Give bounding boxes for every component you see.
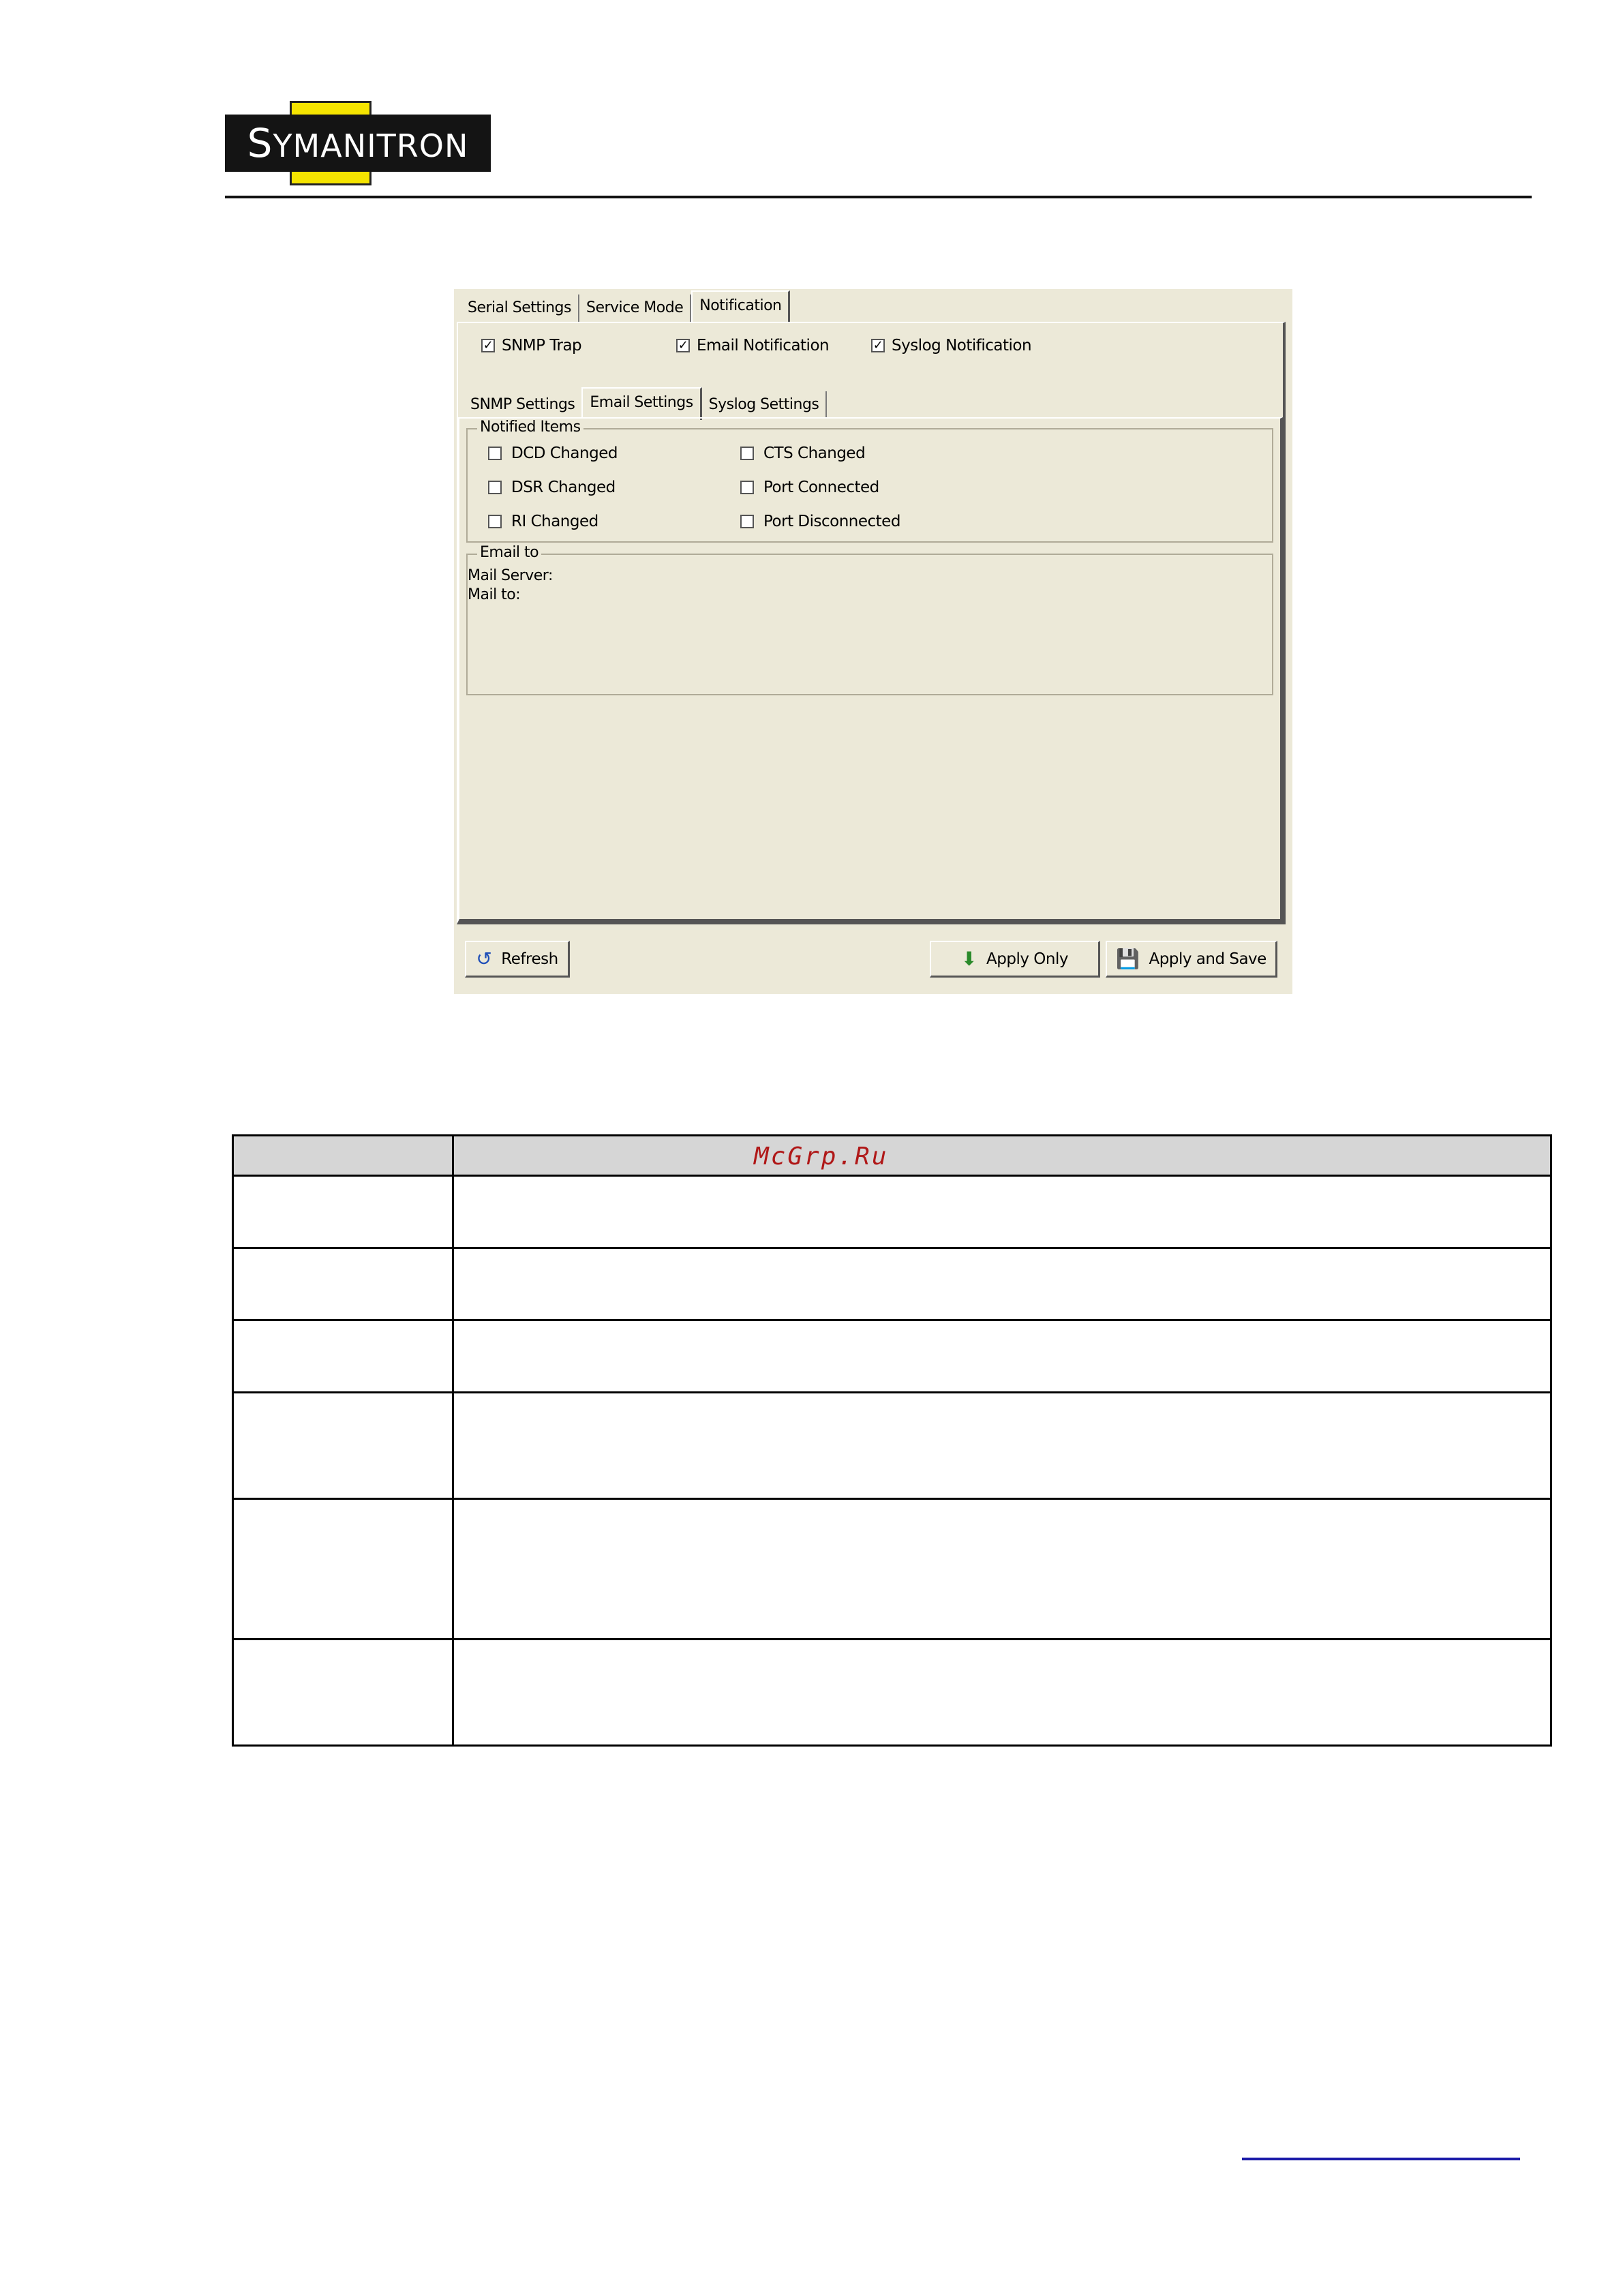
refresh-button[interactable] bbox=[465, 941, 570, 978]
refresh-label: Refresh bbox=[501, 950, 558, 968]
dcd-changed-checkbox[interactable] bbox=[488, 444, 618, 462]
apply-and-save-button[interactable] bbox=[1106, 941, 1277, 978]
notification-type-checks bbox=[481, 337, 1265, 361]
table-cell bbox=[453, 1248, 1551, 1320]
checkbox-unchecked-icon bbox=[740, 447, 754, 460]
table-row bbox=[233, 1499, 1551, 1640]
table-cell bbox=[453, 1320, 1551, 1393]
email-to-legend: Email to bbox=[477, 544, 541, 561]
logo-text: SYMANITRON bbox=[247, 120, 469, 166]
checkbox-checked-icon: ✓ bbox=[871, 339, 885, 352]
apply-and-save-icon: 💾 bbox=[1116, 948, 1140, 970]
table-cell bbox=[233, 1393, 453, 1499]
dsr-changed-label: DSR Changed bbox=[511, 479, 616, 496]
main-tab-row bbox=[461, 289, 790, 322]
ri-changed-checkbox[interactable] bbox=[488, 513, 598, 530]
table-header-cell bbox=[233, 1136, 453, 1176]
tab-snmp-settings[interactable]: SNMP Settings bbox=[470, 396, 575, 413]
dcd-changed-label: DCD Changed bbox=[511, 444, 618, 462]
cts-changed-label: CTS Changed bbox=[763, 444, 866, 462]
snmp-trap-checkbox[interactable] bbox=[481, 337, 581, 354]
table-cell bbox=[453, 1499, 1551, 1640]
mail-to-label: Mail to: bbox=[468, 586, 521, 603]
table-row bbox=[233, 1640, 1551, 1746]
table-cell bbox=[233, 1176, 453, 1248]
footer-link-underline[interactable] bbox=[1242, 2158, 1520, 2160]
email-notification-checkbox[interactable] bbox=[676, 337, 829, 354]
port-connected-checkbox[interactable] bbox=[740, 479, 879, 496]
table-cell bbox=[233, 1248, 453, 1320]
table-row bbox=[233, 1393, 1551, 1499]
table-cell bbox=[453, 1393, 1551, 1499]
email-to-group bbox=[466, 544, 1273, 695]
mail-server-label: Mail Server: bbox=[468, 567, 553, 584]
port-disconnected-label: Port Disconnected bbox=[763, 513, 900, 530]
cts-changed-checkbox[interactable] bbox=[740, 444, 865, 462]
table-cell bbox=[233, 1499, 453, 1640]
syslog-notification-checkbox[interactable] bbox=[871, 337, 1031, 354]
apply-only-icon: ⬇ bbox=[961, 948, 977, 970]
tab-service-mode[interactable]: Service Mode bbox=[579, 294, 691, 322]
tab-serial-settings[interactable]: Serial Settings bbox=[461, 294, 579, 322]
tab-notification[interactable]: Notification bbox=[691, 290, 790, 323]
checkbox-checked-icon: ✓ bbox=[676, 339, 690, 352]
checkbox-unchecked-icon bbox=[740, 515, 754, 528]
syslog-notification-label: Syslog Notification bbox=[892, 337, 1032, 354]
port-disconnected-checkbox[interactable] bbox=[740, 513, 900, 530]
notified-items-legend: Notified Items bbox=[477, 419, 583, 436]
apply-only-label: Apply Only bbox=[986, 950, 1068, 968]
description-table bbox=[232, 1134, 1552, 1747]
checkbox-unchecked-icon bbox=[488, 515, 502, 528]
symanitron-logo bbox=[225, 101, 491, 185]
notified-items-group bbox=[466, 419, 1273, 543]
snmp-trap-label: SNMP Trap bbox=[502, 337, 582, 354]
checkbox-unchecked-icon bbox=[488, 481, 502, 494]
tab-email-settings[interactable]: Email Settings bbox=[581, 387, 701, 420]
table-cell bbox=[233, 1640, 453, 1746]
email-notification-label: Email Notification bbox=[697, 337, 830, 354]
checkbox-unchecked-icon bbox=[488, 447, 502, 460]
ri-changed-label: RI Changed bbox=[511, 513, 598, 530]
apply-and-save-label: Apply and Save bbox=[1149, 950, 1266, 968]
email-settings-panel bbox=[458, 417, 1283, 922]
table-header-row bbox=[233, 1136, 1551, 1176]
table-row bbox=[233, 1176, 1551, 1248]
table-cell bbox=[233, 1320, 453, 1393]
dsr-changed-checkbox[interactable] bbox=[488, 479, 616, 496]
header-rule bbox=[225, 196, 1532, 198]
watermark-text: McGrp.Ru bbox=[453, 1136, 1551, 1176]
apply-only-button[interactable] bbox=[930, 941, 1100, 978]
tab-syslog-settings[interactable]: Syslog Settings bbox=[702, 391, 828, 419]
notification-dialog bbox=[454, 289, 1292, 994]
refresh-icon: ↺ bbox=[476, 948, 492, 970]
table-cell bbox=[453, 1176, 1551, 1248]
table-row bbox=[233, 1320, 1551, 1393]
port-connected-label: Port Connected bbox=[763, 479, 879, 496]
table-cell bbox=[453, 1640, 1551, 1746]
sub-tab-row bbox=[464, 384, 827, 419]
checkbox-unchecked-icon bbox=[740, 481, 754, 494]
table-row bbox=[233, 1248, 1551, 1320]
checkbox-checked-icon: ✓ bbox=[481, 339, 495, 352]
